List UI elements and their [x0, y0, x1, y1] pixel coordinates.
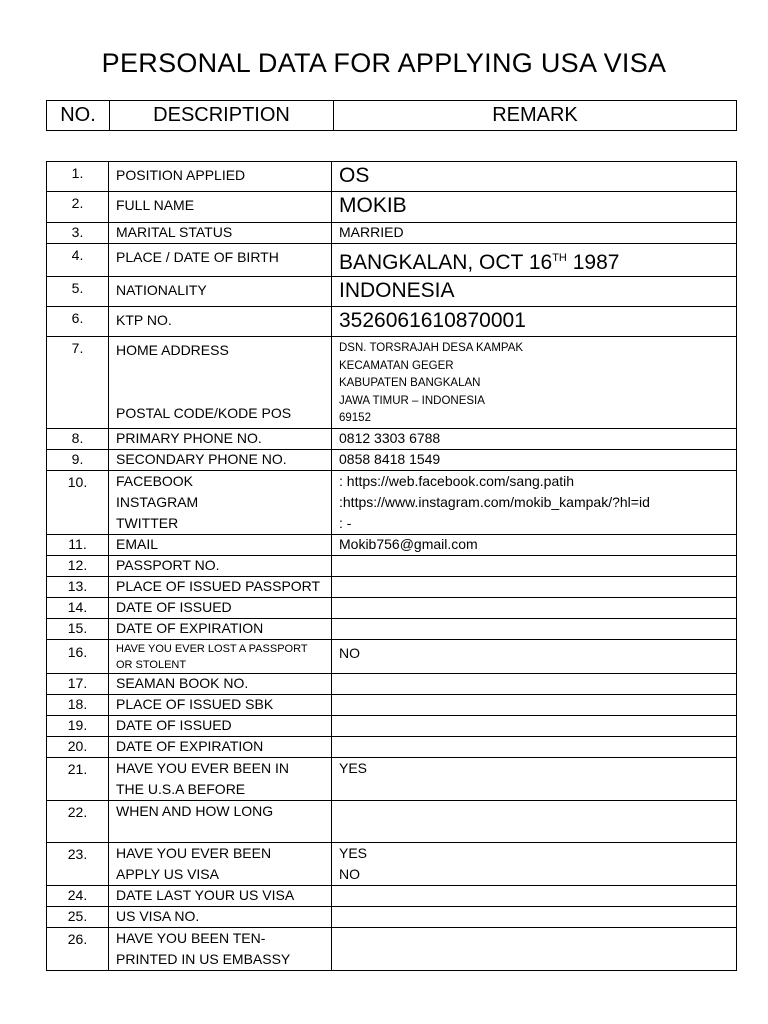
- description-line: HAVE YOU EVER BEEN: [116, 844, 272, 861]
- row-description: MARITAL STATUS: [109, 223, 332, 244]
- row-description: FULL NAME: [109, 192, 332, 223]
- row-remark: [332, 906, 737, 927]
- remark-line: YES: [339, 844, 368, 861]
- table-row: [47, 673, 737, 694]
- table-row: [47, 555, 737, 576]
- table-row: [47, 842, 737, 885]
- table-row: [47, 906, 737, 927]
- row-remark: [332, 470, 737, 534]
- table-row: [47, 694, 737, 715]
- row-remark: [332, 673, 737, 694]
- table-row: [47, 449, 737, 470]
- twitter-label: TWITTER: [116, 514, 179, 531]
- email-value[interactable]: Mokib756@gmail.com: [332, 534, 737, 555]
- row-number: 24.: [47, 885, 109, 906]
- row-remark: [332, 694, 737, 715]
- address-line: JAWA TIMUR – INDONESIA: [339, 394, 485, 407]
- birth-place-date: BANGKALAN, OCT 16: [339, 251, 553, 274]
- row-description: DATE OF ISSUED: [109, 715, 332, 736]
- row-number: 16.: [47, 639, 109, 673]
- row-number: 14.: [47, 597, 109, 618]
- row-remark: YES: [332, 757, 737, 800]
- facebook-label: FACEBOOK: [116, 472, 194, 489]
- row-number: 20.: [47, 736, 109, 757]
- row-remark: [332, 885, 737, 906]
- header-table: [46, 100, 737, 131]
- row-remark: [332, 715, 737, 736]
- row-number: 23.: [47, 842, 109, 885]
- table-row: [47, 715, 737, 736]
- row-description: DATE OF EXPIRATION: [109, 618, 332, 639]
- row-description: SEAMAN BOOK NO.: [109, 673, 332, 694]
- header-description: DESCRIPTION: [110, 101, 334, 131]
- table-row: [47, 757, 737, 800]
- table-row: [47, 223, 737, 244]
- row-remark: [332, 927, 737, 970]
- row-description: [109, 842, 332, 885]
- row-number: 2.: [47, 192, 109, 223]
- row-description: DATE OF EXPIRATION: [109, 736, 332, 757]
- row-remark: [332, 842, 737, 885]
- row-description: EMAIL: [109, 534, 332, 555]
- row-number: 3.: [47, 223, 109, 244]
- row-description: DATE OF ISSUED: [109, 597, 332, 618]
- row-remark: [332, 736, 737, 757]
- table-row: [47, 597, 737, 618]
- table-row: [47, 162, 737, 192]
- description-line: OR STOLENT: [116, 658, 187, 671]
- twitter-value: : -: [339, 514, 352, 531]
- table-row: [47, 618, 737, 639]
- page-title: PERSONAL DATA FOR APPLYING USA VISA: [101, 48, 667, 78]
- row-description: [109, 639, 332, 673]
- row-remark: [332, 555, 737, 576]
- row-description: KTP NO.: [109, 307, 332, 337]
- header-no: NO.: [47, 101, 110, 131]
- home-address-label: HOME ADDRESS: [116, 342, 229, 358]
- row-description: WHEN AND HOW LONG: [109, 800, 332, 842]
- row-number: 26.: [47, 927, 109, 970]
- row-remark: MOKIB: [332, 192, 737, 223]
- table-row: [47, 639, 737, 673]
- table-row: [47, 307, 737, 337]
- row-description: [109, 337, 332, 429]
- row-number: 5.: [47, 277, 109, 307]
- table-row: [47, 244, 737, 277]
- address-line: DSN. TORSRAJAH DESA KAMPAK: [339, 342, 524, 354]
- table-row: [47, 337, 737, 429]
- row-number: 7.: [47, 337, 109, 429]
- row-description: SECONDARY PHONE NO.: [109, 449, 332, 470]
- row-description: [109, 470, 332, 534]
- header-row: [47, 101, 737, 131]
- instagram-label: INSTAGRAM: [116, 493, 199, 510]
- row-remark: INDONESIA: [332, 277, 737, 307]
- row-number: 21.: [47, 757, 109, 800]
- facebook-link[interactable]: : https://web.facebook.com/sang.patih: [339, 472, 575, 489]
- table-row: [47, 927, 737, 970]
- row-number: 6.: [47, 307, 109, 337]
- row-number: 11.: [47, 534, 109, 555]
- table-row: [47, 428, 737, 449]
- row-description: POSITION APPLIED: [109, 162, 332, 192]
- row-number: 12.: [47, 555, 109, 576]
- row-number: 25.: [47, 906, 109, 927]
- row-number: 17.: [47, 673, 109, 694]
- description-line: THE U.S.A BEFORE: [116, 780, 246, 797]
- birth-year: 1987: [566, 251, 620, 274]
- header-remark: REMARK: [334, 101, 737, 131]
- description-line: HAVE YOU BEEN TEN-: [116, 929, 266, 946]
- row-number: 4.: [47, 244, 109, 277]
- row-remark: [332, 576, 737, 597]
- row-number: 19.: [47, 715, 109, 736]
- table-row: [47, 534, 737, 555]
- table-row: [47, 192, 737, 223]
- table-row: [47, 277, 737, 307]
- row-number: 10.: [47, 470, 109, 534]
- row-remark: MARRIED: [332, 223, 737, 244]
- address-line: KECAMATAN GEGER: [339, 359, 454, 372]
- table-row: [47, 576, 737, 597]
- row-remark: [332, 618, 737, 639]
- row-remark: [332, 337, 737, 429]
- row-description: [109, 757, 332, 800]
- ordinal-suffix: TH: [552, 252, 567, 264]
- row-description: PLACE OF ISSUED SBK: [109, 694, 332, 715]
- row-remark: [332, 244, 737, 277]
- description-line: HAVE YOU EVER BEEN IN: [116, 759, 289, 776]
- row-remark: [332, 800, 737, 842]
- row-description: [109, 927, 332, 970]
- table-row: [47, 800, 737, 842]
- row-number: 13.: [47, 576, 109, 597]
- postal-code-label: POSTAL CODE/KODE POS: [116, 404, 292, 421]
- row-number: 15.: [47, 618, 109, 639]
- table-row: [47, 470, 737, 534]
- table-row: [47, 736, 737, 757]
- row-number: 18.: [47, 694, 109, 715]
- row-description: NATIONALITY: [109, 277, 332, 307]
- row-number: 9.: [47, 449, 109, 470]
- data-table: [46, 161, 737, 971]
- remark-line: NO: [339, 865, 360, 882]
- row-number: 22.: [47, 800, 109, 842]
- description-line: HAVE YOU EVER LOST A PASSPORT: [116, 642, 308, 655]
- row-description: PLACE OF ISSUED PASSPORT: [109, 576, 332, 597]
- table-row: [47, 885, 737, 906]
- row-remark: 3526061610870001: [332, 307, 737, 337]
- row-description: PASSPORT NO.: [109, 555, 332, 576]
- row-description: PRIMARY PHONE NO.: [109, 428, 332, 449]
- postal-code: 69152: [339, 412, 371, 424]
- row-description: PLACE / DATE OF BIRTH: [109, 244, 332, 277]
- description-line: PRINTED IN US EMBASSY: [116, 950, 291, 967]
- description-line: APPLY US VISA: [116, 865, 219, 882]
- row-description: DATE LAST YOUR US VISA: [109, 885, 332, 906]
- row-remark: OS: [332, 162, 737, 192]
- row-remark: NO: [332, 639, 737, 673]
- row-number: 8.: [47, 428, 109, 449]
- address-line: KABUPATEN BANGKALAN: [339, 377, 481, 389]
- instagram-link[interactable]: :https://www.instagram.com/mokib_kampak/?hl=id: [339, 493, 650, 510]
- row-remark: [332, 597, 737, 618]
- row-description: US VISA NO.: [109, 906, 332, 927]
- row-remark: 0858 8418 1549: [332, 449, 737, 470]
- row-number: 1.: [47, 162, 109, 192]
- row-remark: 0812 3303 6788: [332, 428, 737, 449]
